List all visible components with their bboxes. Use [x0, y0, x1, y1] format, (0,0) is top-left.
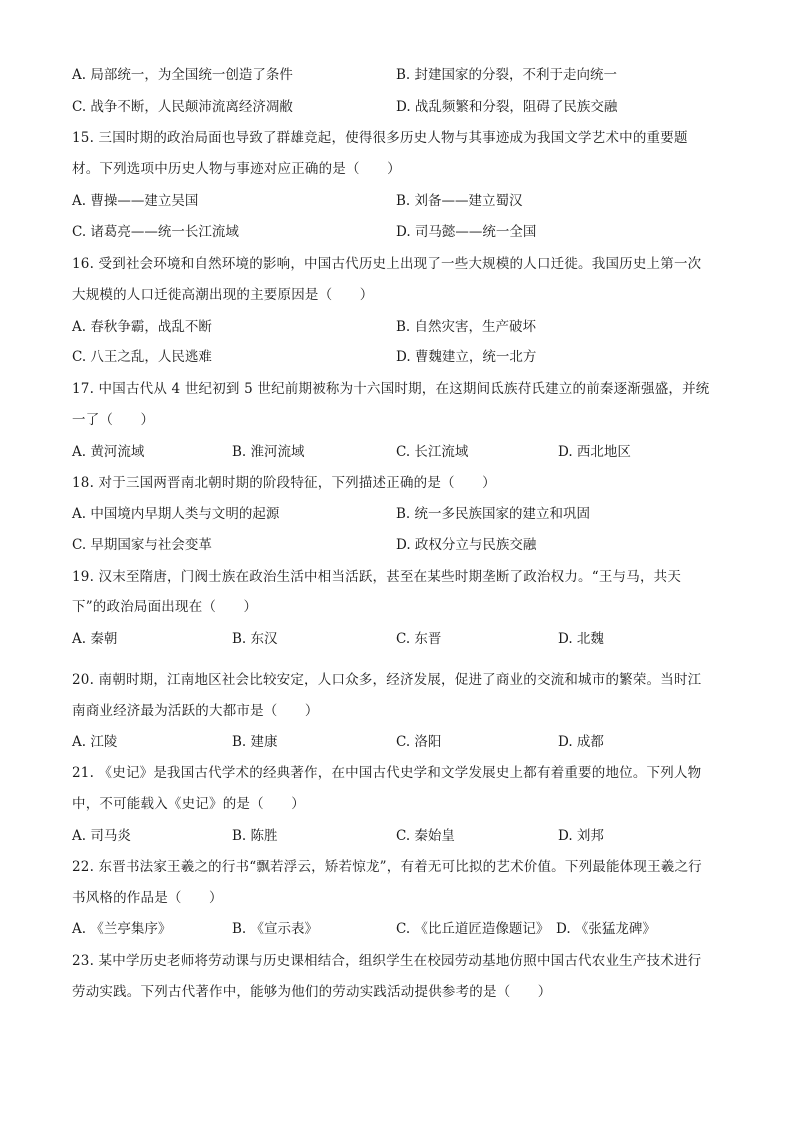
q17-option-c[interactable]: C. 长江流域 [396, 444, 469, 460]
q18-option-d[interactable]: D. 政权分立与民族交融 [396, 537, 537, 553]
q20-option-a[interactable]: A. 江陵 [72, 734, 118, 750]
q21-stem-line-2: 中，不可能载入《史记》的是（ ） [72, 796, 305, 812]
q22-stem-line-1: 22. 东晋书法家王羲之的行书“飘若浮云，矫若惊龙”，有着无可比拟的艺术价值。下列最能体现王羲之行 [72, 859, 702, 875]
q19-option-a[interactable]: A. 秦朝 [72, 631, 118, 647]
q20-stem-line-1: 20. 南朝时期，江南地区社会比较安定，人口众多，经济发展，促进了商业的交流和城市的繁荣。当时江 [72, 672, 702, 688]
q21-option-d[interactable]: D. 刘邦 [558, 828, 604, 844]
q17-stem-line-2: 一了（ ） [72, 412, 155, 428]
q22-option-b[interactable]: B. 《宣示表》 [232, 921, 319, 937]
q19-stem-line-2: 下”的政治局面出现在（ ） [72, 599, 258, 615]
q18-option-b[interactable]: B. 统一多民族国家的建立和巩固 [396, 506, 591, 522]
q21-option-c[interactable]: C. 秦始皇 [396, 828, 455, 844]
q15-option-b[interactable]: B. 刘备——建立蜀汉 [396, 193, 523, 209]
q20-option-d[interactable]: D. 成都 [558, 734, 604, 750]
q20-option-c[interactable]: C. 洛阳 [396, 734, 442, 750]
q16-option-a[interactable]: A. 春秋争霸，战乱不断 [72, 319, 212, 335]
q17-stem-line-1: 17. 中国古代从 4 世纪初到 5 世纪前期被称为十六国时期，在这期间氐族苻氏建立的前秦逐渐强盛，并统 [72, 381, 710, 397]
q16-option-c[interactable]: C. 八王之乱，人民逃难 [72, 349, 212, 365]
q22-stem-line-2: 书风格的作品是（ ） [72, 890, 223, 906]
q16-option-b[interactable]: B. 自然灾害，生产破坏 [396, 319, 537, 335]
q14-option-a[interactable]: A. 局部统一，为全国统一创造了条件 [72, 67, 293, 83]
q22-option-c[interactable]: C. 《比丘道匠造像题记》 [396, 921, 550, 937]
q15-option-a[interactable]: A. 曹操——建立吴国 [72, 193, 199, 209]
q22-option-a[interactable]: A. 《兰亭集序》 [72, 921, 172, 937]
q22-option-d[interactable]: D. 《张猛龙碑》 [556, 921, 656, 937]
q16-option-d[interactable]: D. 曹魏建立，统一北方 [396, 349, 537, 365]
q23-stem-line-1: 23. 某中学历史老师将劳动课与历史课相结合，组织学生在校园劳动基地仿照中国古代农业生产技术进行 [72, 953, 702, 969]
q14-option-d[interactable]: D. 战乱频繁和分裂，阻碍了民族交融 [396, 99, 618, 115]
q14-option-b[interactable]: B. 封建国家的分裂，不利于走向统一 [396, 67, 618, 83]
q15-stem-line-1: 15. 三国时期的政治局面也导致了群雄竞起，使得很多历史人物与其事迹成为我国文学艺术中的重要题 [72, 130, 688, 146]
q23-stem-line-2: 劳动实践。下列古代著作中，能够为他们的劳动实践活动提供参考的是（ ） [72, 984, 552, 1000]
q16-stem-line-2: 大规模的人口迁徙高潮出现的主要原因是（ ） [72, 287, 374, 303]
q17-option-b[interactable]: B. 淮河流域 [232, 444, 305, 460]
q19-stem-line-1: 19. 汉末至隋唐，门阀士族在政治生活中相当活跃，甚至在某些时期垄断了政治权力。“王与马，共天 [72, 569, 682, 585]
q17-option-d[interactable]: D. 西北地区 [558, 444, 631, 460]
q16-stem-line-1: 16. 受到社会环境和自然环境的影响，中国古代历史上出现了一些大规模的人口迁徙。我国历史上第一次 [72, 256, 702, 272]
q21-option-b[interactable]: B. 陈胜 [232, 828, 278, 844]
q15-option-c[interactable]: C. 诸葛亮——统一长江流域 [72, 224, 239, 240]
q17-option-a[interactable]: A. 黄河流域 [72, 444, 145, 460]
q18-stem-line-1: 18. 对于三国两晋南北朝时期的阶段特征，下列描述正确的是（ ） [72, 475, 496, 491]
q21-option-a[interactable]: A. 司马炎 [72, 828, 131, 844]
q19-option-d[interactable]: D. 北魏 [558, 631, 604, 647]
q19-option-c[interactable]: C. 东晋 [396, 631, 442, 647]
q15-stem-line-2: 材。下列选项中历史人物与事迹对应正确的是（ ） [72, 161, 401, 177]
q19-option-b[interactable]: B. 东汉 [232, 631, 278, 647]
q18-option-c[interactable]: C. 早期国家与社会变革 [72, 537, 212, 553]
q14-option-c[interactable]: C. 战争不断，人民颠沛流离经济凋敝 [72, 99, 293, 115]
q21-stem-line-1: 21. 《史记》是我国古代学术的经典著作，在中国古代史学和文学发展史上都有着重要的地位。下列人物 [72, 765, 702, 781]
q15-option-d[interactable]: D. 司马懿——统一全国 [396, 224, 537, 240]
q20-option-b[interactable]: B. 建康 [232, 734, 278, 750]
q20-stem-line-2: 南商业经济最为活跃的大都市是（ ） [72, 703, 319, 719]
q18-option-a[interactable]: A. 中国境内早期人类与文明的起源 [72, 506, 280, 522]
